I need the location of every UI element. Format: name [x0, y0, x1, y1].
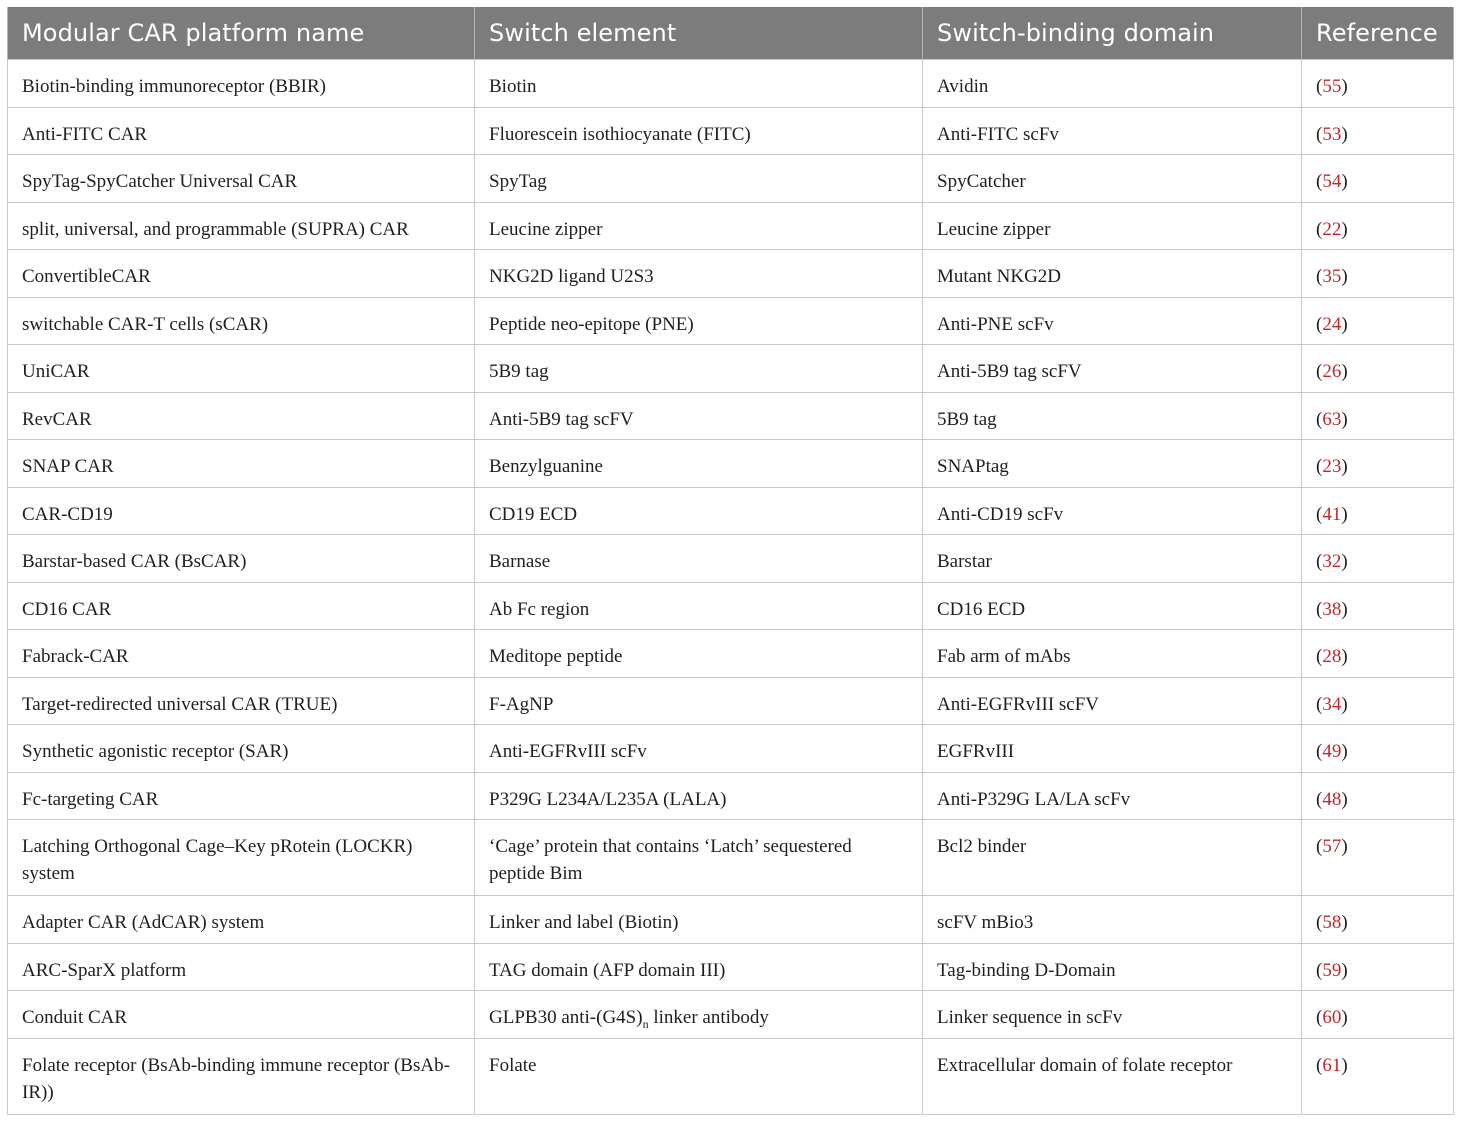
- switch-element-cell: Biotin: [475, 60, 923, 108]
- table-row: [8, 943, 1454, 991]
- binding-domain-cell: SNAPtag: [923, 440, 1302, 488]
- header-reference: Reference: [1302, 7, 1454, 60]
- reference-cell: (57): [1302, 820, 1454, 896]
- table-container: [7, 7, 1453, 1115]
- reference-link[interactable]: 28: [1322, 646, 1342, 667]
- header-switch-element: Switch element: [475, 7, 923, 60]
- table-row: [8, 1038, 1454, 1114]
- switch-element-text-suffix: linker antibody: [648, 1007, 769, 1028]
- reference-link[interactable]: 61: [1322, 1054, 1342, 1076]
- reference-cell: (61): [1302, 1038, 1454, 1114]
- binding-domain-cell: Anti-EGFRvIII scFV: [923, 677, 1302, 725]
- reference-cell: (41): [1302, 487, 1454, 535]
- reference-link[interactable]: 63: [1322, 408, 1342, 430]
- reference-cell: (34): [1302, 677, 1454, 725]
- platform-name-cell: Biotin-binding immunoreceptor (BBIR): [8, 60, 475, 108]
- platform-name-cell: RevCAR: [8, 392, 475, 440]
- switch-element-cell: Peptide neo-epitope (PNE): [475, 297, 923, 345]
- table-body: [8, 60, 1454, 1115]
- binding-domain-cell: Linker sequence in scFv: [923, 991, 1302, 1039]
- binding-domain-cell: scFV mBio3: [923, 896, 1302, 944]
- table-row: [8, 896, 1454, 944]
- modular-car-table: [7, 7, 1454, 1115]
- table-row: [8, 60, 1454, 108]
- reference-cell: (35): [1302, 250, 1454, 298]
- header-switch-binding-domain: Switch-binding domain: [923, 7, 1302, 60]
- switch-element-cell: Meditope peptide: [475, 630, 923, 678]
- table-row: [8, 820, 1454, 896]
- reference-cell: (60): [1302, 991, 1454, 1039]
- reference-link[interactable]: 49: [1322, 741, 1342, 762]
- reference-link[interactable]: 54: [1322, 171, 1342, 192]
- platform-name-cell: split, universal, and programmable (SUPRA) CAR: [8, 202, 475, 250]
- reference-cell: (22): [1302, 202, 1454, 250]
- reference-link[interactable]: 35: [1322, 266, 1342, 287]
- table-row: [8, 991, 1454, 1039]
- binding-domain-cell: Extracellular domain of folate receptor: [923, 1038, 1302, 1114]
- switch-element-cell: Benzylguanine: [475, 440, 923, 488]
- switch-element-cell: Ab Fc region: [475, 582, 923, 630]
- platform-name-cell: switchable CAR-T cells (sCAR): [8, 297, 475, 345]
- table-row: [8, 535, 1454, 583]
- binding-domain-cell: 5B9 tag: [923, 392, 1302, 440]
- header-platform-name: Modular CAR platform name: [8, 7, 475, 60]
- reference-cell: (58): [1302, 896, 1454, 944]
- reference-cell: (49): [1302, 725, 1454, 773]
- switch-element-cell: Anti-EGFRvIII scFv: [475, 725, 923, 773]
- switch-element-cell: TAG domain (AFP domain III): [475, 943, 923, 991]
- reference-link[interactable]: 26: [1322, 361, 1342, 382]
- table-row: [8, 677, 1454, 725]
- reference-link[interactable]: 41: [1322, 503, 1342, 525]
- binding-domain-cell: EGFRvIII: [923, 725, 1302, 773]
- reference-link[interactable]: 55: [1322, 76, 1342, 97]
- platform-name-cell: Folate receptor (BsAb-binding immune receptor (BsAb-IR)): [8, 1038, 475, 1114]
- platform-name-cell: Adapter CAR (AdCAR) system: [8, 896, 475, 944]
- platform-name-cell: Latching Orthogonal Cage–Key pRotein (LOCKR) system: [8, 820, 475, 896]
- switch-element-text: GLPB30 anti-(G4S): [489, 1007, 643, 1028]
- platform-name-cell: ARC-SparX platform: [8, 943, 475, 991]
- platform-name-cell: Target-redirected universal CAR (TRUE): [8, 677, 475, 725]
- reference-link[interactable]: 57: [1322, 836, 1342, 857]
- platform-name-cell: ConvertibleCAR: [8, 250, 475, 298]
- switch-element-cell: SpyTag: [475, 155, 923, 203]
- binding-domain-cell: CD16 ECD: [923, 582, 1302, 630]
- switch-element-cell: 5B9 tag: [475, 345, 923, 393]
- switch-element-cell: Linker and label (Biotin): [475, 896, 923, 944]
- reference-cell: (54): [1302, 155, 1454, 203]
- table-row: [8, 107, 1454, 155]
- binding-domain-cell: Tag-binding D-Domain: [923, 943, 1302, 991]
- switch-element-cell: Folate: [475, 1038, 923, 1114]
- table-row: [8, 725, 1454, 773]
- reference-cell: (28): [1302, 630, 1454, 678]
- reference-cell: (53): [1302, 107, 1454, 155]
- binding-domain-cell: Anti-FITC scFv: [923, 107, 1302, 155]
- table-row: [8, 202, 1454, 250]
- binding-domain-cell: Anti-PNE scFv: [923, 297, 1302, 345]
- platform-name-cell: Fc-targeting CAR: [8, 772, 475, 820]
- table-header-row: [8, 7, 1454, 60]
- platform-name-cell: Conduit CAR: [8, 991, 475, 1039]
- switch-element-cell: NKG2D ligand U2S3: [475, 250, 923, 298]
- table-row: [8, 392, 1454, 440]
- table-row: [8, 345, 1454, 393]
- table-row: [8, 487, 1454, 535]
- switch-element-cell: Fluorescein isothiocyanate (FITC): [475, 107, 923, 155]
- reference-cell: (24): [1302, 297, 1454, 345]
- binding-domain-cell: Fab arm of mAbs: [923, 630, 1302, 678]
- switch-element-cell: Leucine zipper: [475, 202, 923, 250]
- reference-cell: (48): [1302, 772, 1454, 820]
- reference-link[interactable]: 22: [1322, 218, 1342, 240]
- switch-element-cell: Anti-5B9 tag scFV: [475, 392, 923, 440]
- reference-cell: (59): [1302, 943, 1454, 991]
- reference-link[interactable]: 23: [1322, 456, 1342, 477]
- reference-cell: (63): [1302, 392, 1454, 440]
- binding-domain-cell: Anti-CD19 scFv: [923, 487, 1302, 535]
- reference-link[interactable]: 38: [1322, 598, 1342, 620]
- switch-element-cell: ‘Cage’ protein that contains ‘Latch’ sequestered peptide Bim: [475, 820, 923, 896]
- reference-cell: (32): [1302, 535, 1454, 583]
- reference-cell: (55): [1302, 60, 1454, 108]
- table-row: [8, 772, 1454, 820]
- switch-element-cell: P329G L234A/L235A (LALA): [475, 772, 923, 820]
- switch-element-cell: Barnase: [475, 535, 923, 583]
- binding-domain-cell: Anti-P329G LA/LA scFv: [923, 772, 1302, 820]
- reference-link[interactable]: 58: [1322, 912, 1342, 933]
- binding-domain-cell: SpyCatcher: [923, 155, 1302, 203]
- binding-domain-cell: Mutant NKG2D: [923, 250, 1302, 298]
- platform-name-cell: Barstar-based CAR (BsCAR): [8, 535, 475, 583]
- binding-domain-cell: Barstar: [923, 535, 1302, 583]
- platform-name-cell: CD16 CAR: [8, 582, 475, 630]
- switch-element-subscript: n: [642, 1016, 649, 1031]
- binding-domain-cell: Anti-5B9 tag scFV: [923, 345, 1302, 393]
- switch-element-cell: [475, 991, 923, 1039]
- table-row: [8, 630, 1454, 678]
- platform-name-cell: CAR-CD19: [8, 487, 475, 535]
- platform-name-cell: Fabrack-CAR: [8, 630, 475, 678]
- reference-link[interactable]: 32: [1322, 551, 1342, 572]
- table-row: [8, 582, 1454, 630]
- reference-link[interactable]: 48: [1322, 788, 1342, 810]
- platform-name-cell: SpyTag-SpyCatcher Universal CAR: [8, 155, 475, 203]
- reference-link[interactable]: 59: [1322, 959, 1342, 981]
- reference-link[interactable]: 34: [1322, 693, 1342, 715]
- reference-cell: (26): [1302, 345, 1454, 393]
- switch-element-cell: CD19 ECD: [475, 487, 923, 535]
- reference-cell: (38): [1302, 582, 1454, 630]
- switch-element-cell: F-AgNP: [475, 677, 923, 725]
- binding-domain-cell: Avidin: [923, 60, 1302, 108]
- platform-name-cell: Synthetic agonistic receptor (SAR): [8, 725, 475, 773]
- binding-domain-cell: Leucine zipper: [923, 202, 1302, 250]
- platform-name-cell: Anti-FITC CAR: [8, 107, 475, 155]
- platform-name-cell: UniCAR: [8, 345, 475, 393]
- binding-domain-cell: Bcl2 binder: [923, 820, 1302, 896]
- reference-link[interactable]: 53: [1322, 123, 1342, 145]
- table-row: [8, 440, 1454, 488]
- reference-link[interactable]: 24: [1322, 313, 1342, 335]
- table-row: [8, 297, 1454, 345]
- table-row: [8, 155, 1454, 203]
- table-row: [8, 250, 1454, 298]
- reference-cell: (23): [1302, 440, 1454, 488]
- platform-name-cell: SNAP CAR: [8, 440, 475, 488]
- reference-link[interactable]: 60: [1322, 1007, 1342, 1028]
